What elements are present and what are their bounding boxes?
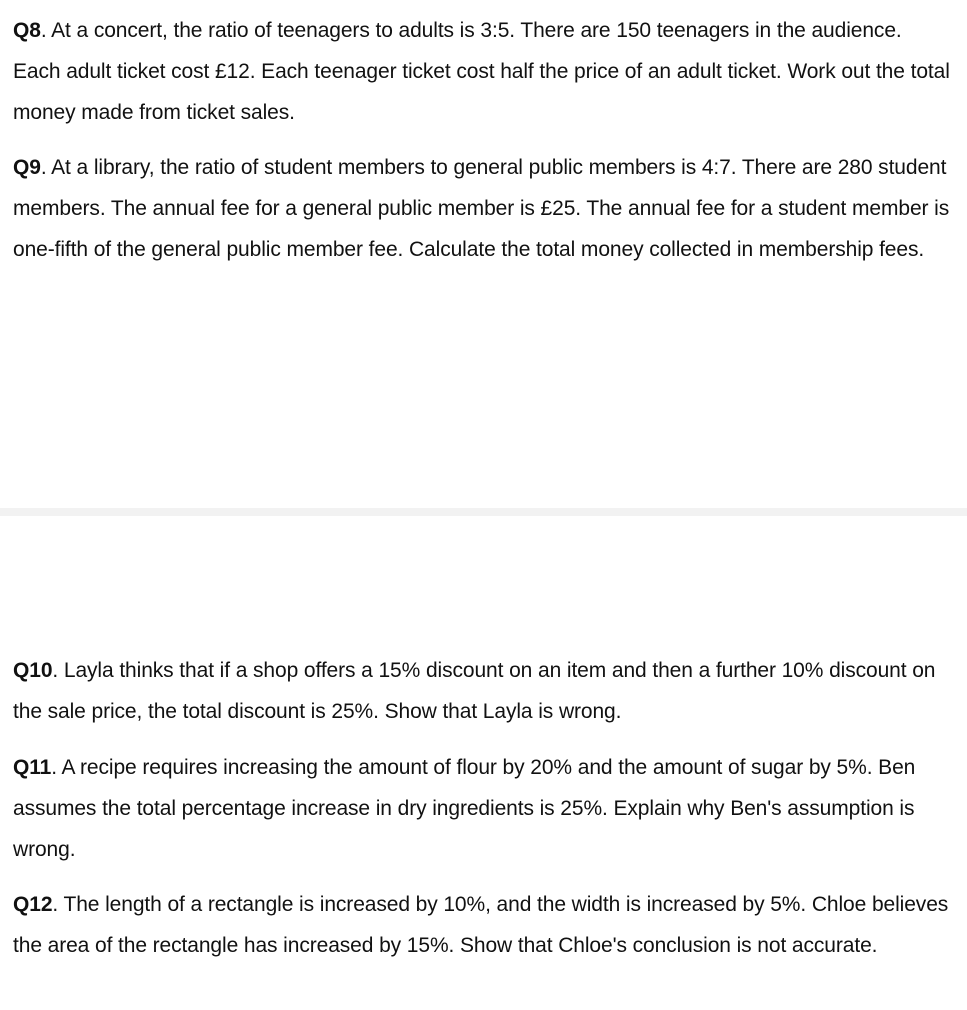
question-text: . At a concert, the ratio of teenagers to adults is 3:5. There are 150 teenagers in the audience. Each adult ticket cost £12. Each teenager ticket cost half the price of an adult ticket. Work out the total money made from ticket sales. (13, 19, 950, 124)
page-bottom (0, 516, 967, 1010)
question-q10 (13, 650, 953, 732)
question-q11 (13, 747, 953, 870)
question-text: . Layla thinks that if a shop offers a 15% discount on an item and then a further 10% discount on the sale price, the total discount is 25%. Show that Layla is wrong. (13, 659, 936, 723)
question-q9 (13, 147, 953, 270)
question-q12 (13, 884, 953, 966)
question-label: Q8 (13, 19, 41, 42)
question-q8 (13, 10, 953, 133)
question-text: . The length of a rectangle is increased by 10%, and the width is increased by 5%. Chloe believes the area of the rectangle has increased by 15%. Show that Chloe's conclusion is not accurate. (13, 893, 949, 957)
question-label: Q9 (13, 156, 41, 179)
question-label: Q12 (13, 893, 53, 916)
question-text: . A recipe requires increasing the amount of flour by 20% and the amount of sugar by 5%. Ben assumes the total percentage increase in dry ingredients is 25%. Explain why Ben's assumption is wrong. (13, 756, 916, 861)
question-text: . At a library, the ratio of student members to general public members is 4:7. There are 280 student members. The annual fee for a general public member is £25. The annual fee for a student member is one-fifth of the general public member fee. Calculate the total money collected in membership fees. (13, 156, 950, 261)
question-label: Q10 (13, 659, 53, 682)
question-label: Q11 (13, 756, 52, 779)
page-divider (0, 508, 967, 516)
